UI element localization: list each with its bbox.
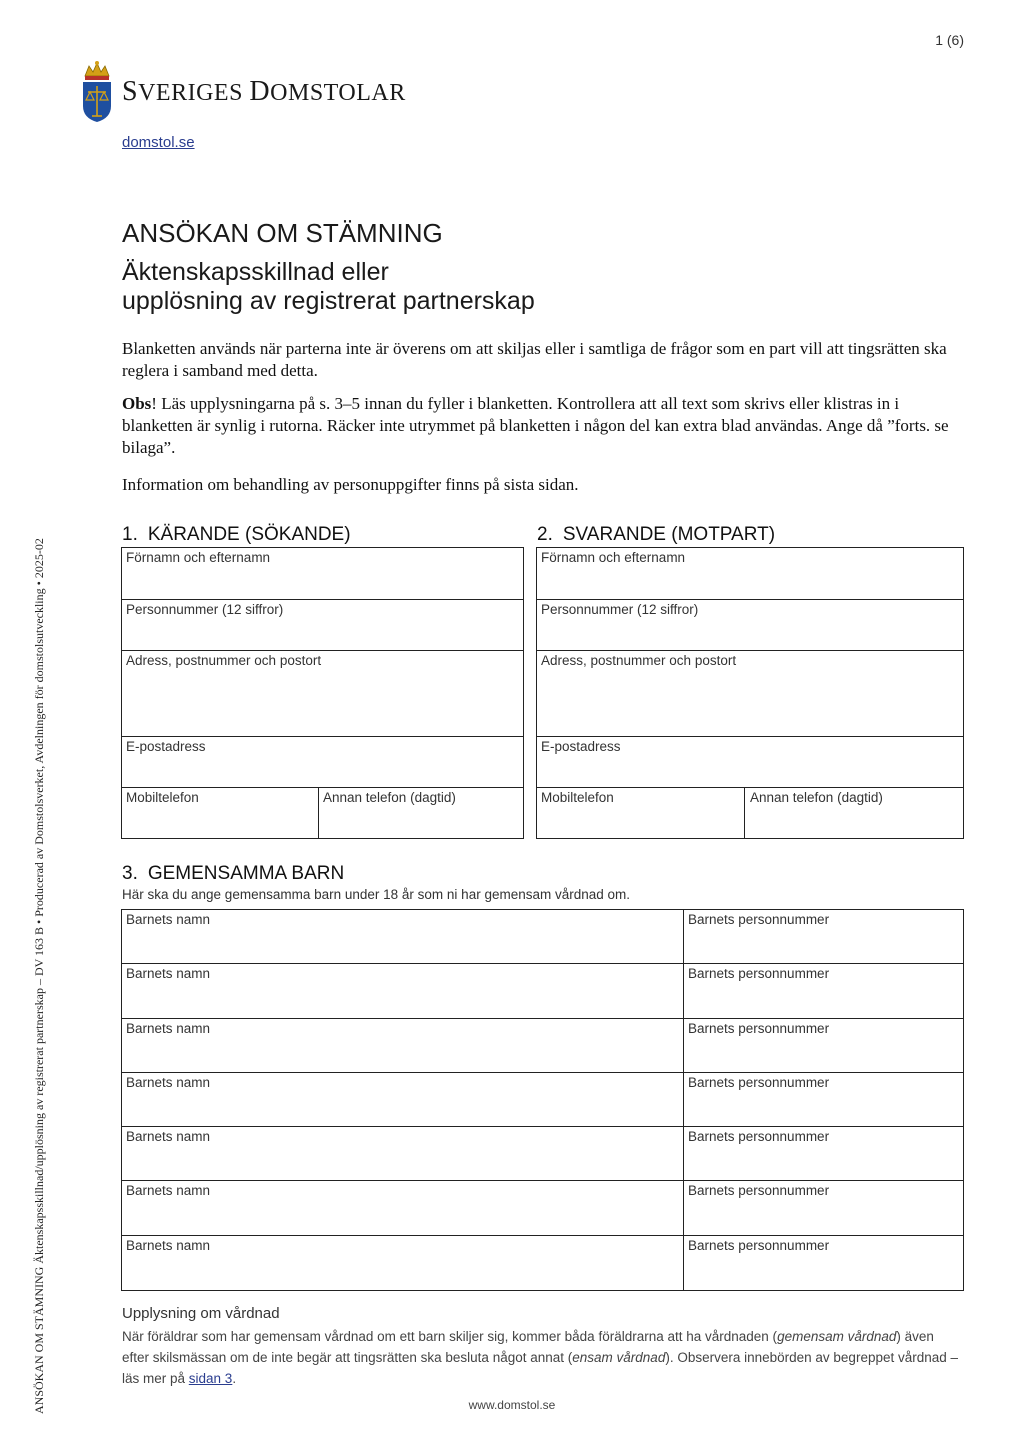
custody-info-text: När föräldrar som har gemensam vårdnad om ett barn skiljer sig, kommer båda föräldrarna att ha vårdnaden (gemensam vårdnad) även efter skilsmässan om de inte begär att tingsrätten ska besluta något annat (ensam vårdnad). Observera innebörden av begreppet vårdnad – läs mer på sidan 3. — [122, 1329, 959, 1386]
child-personnummer-label: Barnets personnummer — [688, 1020, 830, 1036]
child-name-label: Barnets namn — [126, 1074, 211, 1090]
child-personnummer-label: Barnets personnummer — [688, 1074, 830, 1090]
section1-heading: 1. KÄRANDE (SÖKANDE) — [122, 524, 351, 545]
plaintiff-address-field[interactable]: Adress, postnummer och postort — [122, 651, 523, 737]
intro-paragraph-1: Blanketten används när parterna inte är överens om att skiljas eller i samtliga de frågor som en part vill att tingsrätten ska reglera i samband med detta. — [122, 339, 947, 380]
logo-wordmark: SVERIGES DOMSTOLAR — [122, 76, 406, 107]
intro-paragraph-2: Obs! Läs upplysningarna på s. 3–5 innan du fyller i blanketten. Kontrollera att all text som skrivs eller klistras in i blanketten är synlig i rutorna. Räcker inte utrymmet på blanketten i någon del kan extra blad användas. Ange då ”forts. se bilaga”. — [122, 394, 949, 457]
document-title: ANSÖKAN OM STÄMNING — [122, 218, 443, 248]
child-name-field[interactable] — [122, 964, 683, 1018]
defendant-personnummer-field[interactable]: Personnummer (12 siffror) — [537, 600, 963, 651]
child-personnummer-label: Barnets personnummer — [688, 1129, 830, 1145]
defendant-address-field[interactable]: Adress, postnummer och postort — [537, 651, 963, 737]
child-name-field[interactable] — [122, 1127, 683, 1181]
child-name-field[interactable] — [122, 1073, 683, 1127]
section3-heading: 3. GEMENSAMMA BARN — [122, 863, 345, 884]
document-subtitle: Äktenskapsskillnad eller upplösning av registrerat partnerskap — [122, 258, 535, 315]
defendant-other-phone-field[interactable]: Annan telefon (dagtid) — [744, 788, 963, 838]
defendant-mobile-field[interactable]: Mobiltelefon — [541, 790, 614, 805]
child-personnummer-field[interactable] — [683, 1236, 963, 1290]
child-name-label: Barnets namn — [126, 1129, 211, 1145]
section3-description: Här ska du ange gemensamma barn under 18 år som ni har gemensam vårdnad om. — [122, 887, 631, 902]
child-name-label: Barnets namn — [126, 1020, 211, 1036]
child-name-label: Barnets namn — [126, 1237, 211, 1253]
child-personnummer-label: Barnets personnummer — [688, 1183, 830, 1199]
child-personnummer-label: Barnets personnummer — [688, 912, 830, 927]
footer-url: www.domstol.se — [468, 1398, 556, 1412]
child-personnummer-field[interactable] — [683, 964, 963, 1018]
defendant-name-field[interactable]: Förnamn och efternamn — [537, 548, 963, 600]
section1-form — [121, 547, 524, 839]
child-name-field[interactable] — [122, 1019, 683, 1073]
child-name-field[interactable] — [122, 1236, 683, 1290]
page-3-link[interactable]: sidan 3 — [188, 1371, 233, 1386]
child-name-field[interactable] — [122, 910, 683, 964]
section2-form — [536, 547, 964, 839]
children-table — [121, 909, 964, 1291]
child-personnummer-field[interactable] — [683, 910, 963, 964]
intro-paragraph-3: Information om behandling av personuppgifter finns på sista sidan. — [122, 475, 579, 494]
side-document-id: ANSÖKAN OM STÄMNING Äktenskapsskillnad/upplösning av registrerat partnerskap – DV 163 B • Producerad av Domstolsverket, Avdelningen för domstolsutveckling • 2025-02 — [32, 538, 46, 1414]
child-personnummer-field[interactable] — [683, 1019, 963, 1073]
custody-info-heading: Upplysning om vårdnad — [122, 1305, 280, 1322]
child-personnummer-field[interactable] — [683, 1073, 963, 1127]
logo — [80, 60, 406, 124]
plaintiff-other-phone-field[interactable]: Annan telefon (dagtid) — [318, 788, 523, 838]
swedish-crown-coat-of-arms-icon — [80, 60, 114, 124]
child-personnummer-label: Barnets personnummer — [688, 966, 830, 982]
plaintiff-name-field[interactable]: Förnamn och efternamn — [122, 548, 523, 600]
child-name-field[interactable] — [122, 1181, 683, 1235]
child-name-label: Barnets namn — [126, 912, 211, 927]
child-personnummer-label: Barnets personnummer — [688, 1237, 830, 1253]
child-personnummer-field[interactable] — [683, 1127, 963, 1181]
plaintiff-mobile-field[interactable]: Mobiltelefon — [126, 790, 199, 805]
child-name-label: Barnets namn — [126, 1183, 211, 1199]
section2-heading: 2. SVARANDE (MOTPART) — [537, 524, 776, 545]
page-number: 1 (6) — [935, 32, 964, 48]
plaintiff-personnummer-field[interactable]: Personnummer (12 siffror) — [122, 600, 523, 651]
plaintiff-email-field[interactable]: E-postadress — [122, 737, 523, 788]
domstol-link[interactable]: domstol.se — [122, 134, 195, 151]
defendant-email-field[interactable]: E-postadress — [537, 737, 963, 788]
child-personnummer-field[interactable] — [683, 1181, 963, 1235]
child-name-label: Barnets namn — [126, 966, 211, 982]
